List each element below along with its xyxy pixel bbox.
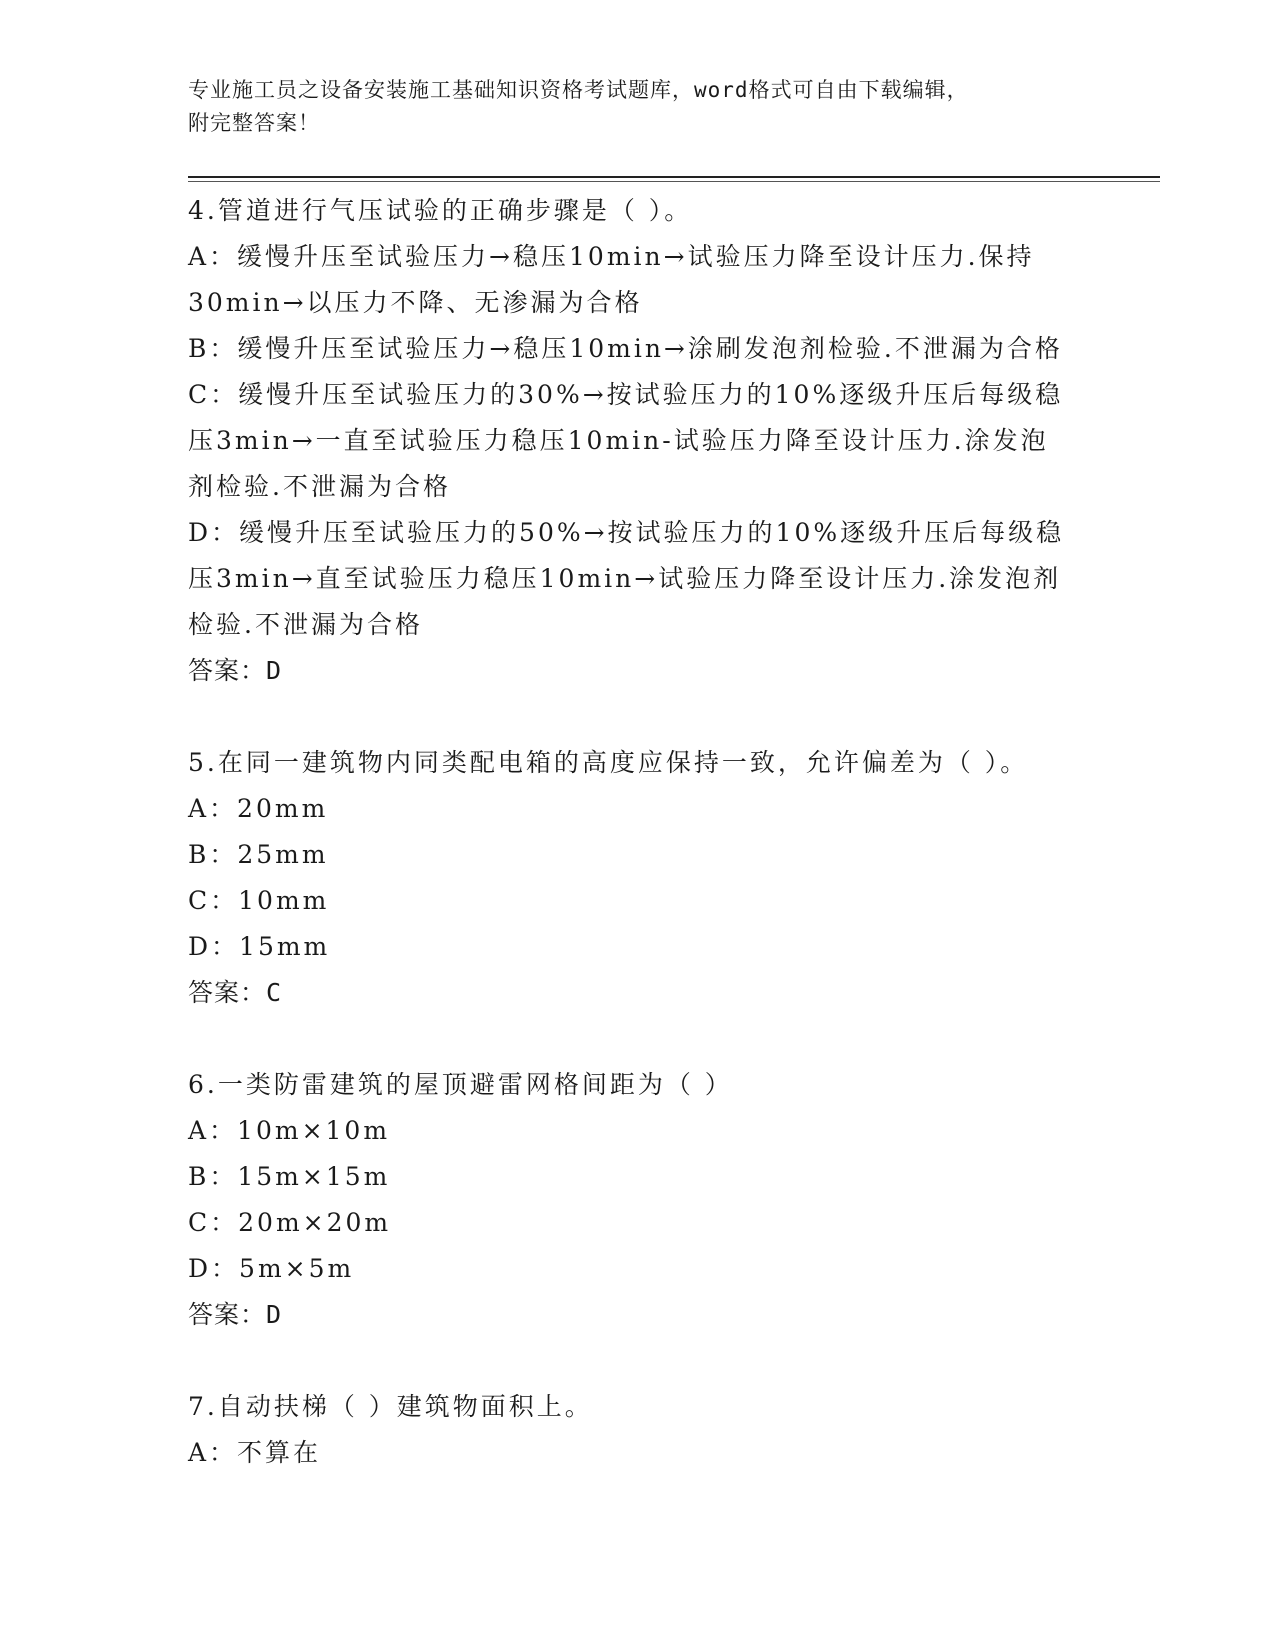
option-d: D：缓慢升压至试验压力的50%→按试验压力的10%逐级升压后每级稳 [188,518,1065,547]
question-stem: 5.在同一建筑物内同类配电箱的高度应保持一致，允许偏差为（ ）。 [188,748,1029,777]
question-5 [188,740,1088,1016]
question-list [188,188,1088,1522]
header-divider-thin [188,181,1160,182]
option-a: A：20mm [188,794,329,823]
option-a: A：10m×10m [188,1116,391,1145]
question-stem: 4.管道进行气压试验的正确步骤是（ ）。 [188,196,693,225]
answer: 答案：D [188,656,283,685]
option-b: B：25mm [188,840,329,869]
option-c: C：10mm [188,886,330,915]
option-b: B：15m×15m [188,1162,391,1191]
header-line-2: 附完整答案！ [188,111,320,135]
header-line-1: 专业施工员之设备安装施工基础知识资格考试题库，word格式可自由下载编辑， [188,78,969,102]
answer: 答案：D [188,1300,283,1329]
question-stem: 6.一类防雷建筑的屋顶避雷网格间距为（ ） [188,1070,733,1099]
question-4 [188,188,1088,694]
option-b: B：缓慢升压至试验压力→稳压10min→涂刷发泡剂检验.不泄漏为合格 [188,334,1063,363]
option-c: C：缓慢升压至试验压力的30%→按试验压力的10%逐级升压后每级稳 [188,380,1064,409]
option-d: D：5m×5m [188,1254,355,1283]
option-d-continued: 压3min→直至试验压力稳压10min→试验压力降至设计压力.涂发泡剂 [188,564,1062,593]
option-d-continued-2: 检验.不泄漏为合格 [188,610,423,639]
option-a: A：缓慢升压至试验压力→稳压10min→试验压力降至设计压力.保持 [188,242,1035,271]
option-c-continued-2: 剂检验.不泄漏为合格 [188,472,451,501]
option-d: D：15mm [188,932,331,961]
option-c: C：20m×20m [188,1208,392,1237]
option-c-continued: 压3min→一直至试验压力稳压10min-试验压力降至设计压力.涂发泡 [188,426,1049,455]
option-a-continued: 30min→以压力不降、无渗漏为合格 [188,288,643,317]
question-stem: 7.自动扶梯（ ）建筑物面积上。 [188,1392,593,1421]
answer: 答案：C [188,978,283,1007]
question-6 [188,1062,1088,1338]
header-divider-thick [188,176,1160,178]
option-a: A：不算在 [188,1438,322,1467]
page-header [188,74,1088,140]
question-7 [188,1384,1088,1476]
